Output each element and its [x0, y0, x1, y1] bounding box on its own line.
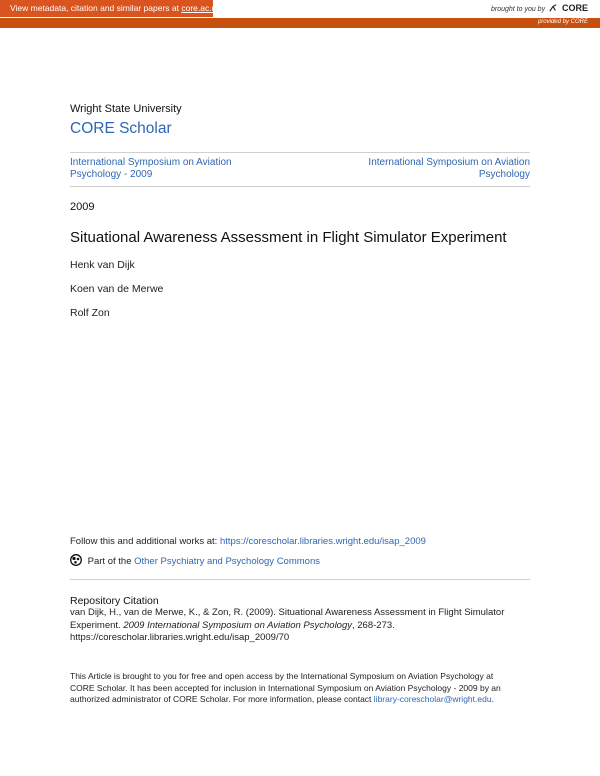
author-3: Rolf Zon [70, 307, 110, 319]
footer-line3-text: authorized administrator of CORE Scholar. For more information, please contact [70, 694, 372, 704]
repository-name[interactable]: CORE Scholar [70, 120, 172, 137]
citation-venue: 2009 International Symposium on Aviation Psychology [123, 619, 352, 631]
citation-pages: , 268-273. [352, 619, 395, 631]
follow-url-link[interactable]: https://corescholar.libraries.wright.edu/isap_2009 [219, 536, 426, 547]
collection-left-line1: International Symposium on Aviation [70, 157, 232, 168]
repository-citation-heading: Repository Citation [70, 595, 159, 607]
author-1: Henk van Dijk [70, 259, 135, 271]
repository-citation [70, 607, 540, 645]
paper-year: 2009 [70, 201, 95, 213]
divider [70, 186, 530, 187]
access-statement [70, 671, 540, 706]
brought-to-you [491, 3, 588, 13]
core-logo[interactable]: CORE [561, 3, 588, 13]
author-2: Koen van de Merwe [70, 283, 164, 295]
commons-network-icon [70, 554, 82, 566]
collection-right-line1: International Symposium on Aviation [368, 157, 530, 168]
footer-line2: CORE Scholar. It has been accepted for inclusion in International Symposium on Aviation Psychology - 2009 by an [70, 682, 501, 693]
footer-line3 [70, 694, 540, 706]
brought-text: brought to you by [490, 6, 546, 13]
citation-line1: van Dijk, H., van de Merwe, K., & Zon, R. (2009). Situational Awareness Assessment in Flight Simulator [70, 607, 505, 618]
follow-line [70, 536, 426, 547]
collection-right-line2: Psychology [478, 169, 530, 180]
core-ac-uk-link[interactable]: core.ac.uk [181, 3, 221, 13]
part-of-line [70, 554, 320, 567]
collection-left-line2: Psychology - 2009 [70, 169, 153, 180]
metadata-notice [10, 3, 221, 13]
citation-url: https://corescholar.libraries.wright.edu/isap_2009/70 [70, 632, 290, 643]
collection-link-right[interactable] [330, 157, 530, 181]
divider [70, 152, 530, 153]
citation-prefix: Experiment. [70, 619, 121, 631]
provided-by-bar [0, 18, 600, 28]
collection-link-left[interactable] [70, 157, 270, 181]
part-of-text: Part of the [87, 556, 132, 567]
footer-period: . [491, 694, 494, 704]
commons-link[interactable]: Other Psychiatry and Psychology Commons [134, 556, 320, 567]
contact-email-link[interactable]: library-corescholar@wright.edu [373, 694, 492, 704]
core-banner [0, 0, 600, 18]
university-name: Wright State University [70, 103, 182, 115]
citation-line2 [70, 620, 540, 633]
footer-line1: This Article is brought to you for free and open access by the International Symposium on Aviation Psychology at [70, 671, 494, 681]
divider [70, 579, 530, 580]
metadata-text: View metadata, citation and similar papers at [10, 3, 179, 13]
provided-text: provided by CORE [537, 19, 588, 25]
follow-text: Follow this and additional works at: [70, 536, 218, 547]
paper-title: Situational Awareness Assessment in Flight Simulator Experiment [70, 229, 507, 246]
core-logo-icon [549, 4, 557, 12]
